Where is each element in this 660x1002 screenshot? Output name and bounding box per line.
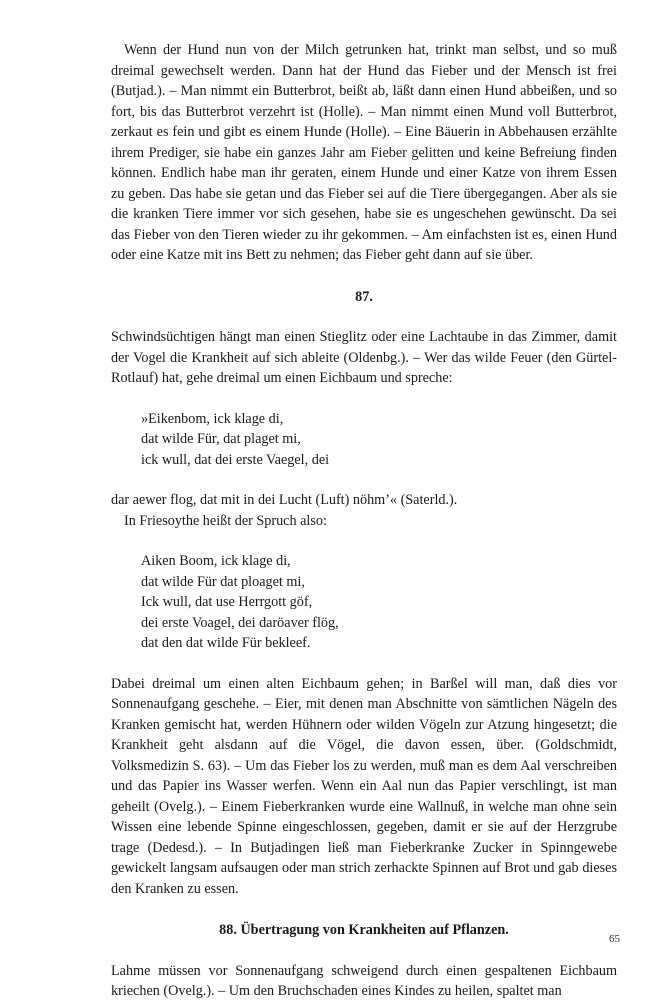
verse-line: »Eikenbom, ick klage di, (141, 410, 284, 427)
verse-line: ick wull, dat dei erste Vaegel, dei (141, 451, 330, 468)
verse-line: Ick wull, dat use Herrgott göf, (141, 594, 313, 610)
verse-line: dat wilde Für dat ploaget mi, (141, 573, 305, 590)
verse-aiken-boom (111, 551, 617, 654)
paragraph-lame: Lahme müssen vor Sonnenaufgang schweigend durch einen gespaltenen Eichbaum kriechen (Ovelg.). – Um den Bruchschaden eines Kindes zu heilen, spaltet man (111, 962, 617, 999)
spacer (111, 307, 617, 327)
verse-eikenbom (111, 409, 617, 471)
paragraph-verse-end: dar aewer flog, dat mit in dei Lucht (Luft) nöhm’« (Saterld.). (111, 492, 458, 508)
section-heading-88: 88. Übertragung von Krankheiten auf Pflanzen. (219, 922, 509, 938)
spacer (111, 941, 617, 961)
verse-line: dei erste Voagel, dei daröaver flög, (141, 614, 339, 631)
spacer (111, 899, 617, 920)
paragraph-oak-tree: Dabei dreimal um einen alten Eichbaum gehen; in Barßel will man, daß dies vor Sonnenaufgang geschehe. – Eier, mit denen man Abschnitte von sämtlichen Nägeln des Kranken gemischt hat, werden Hühnern oder wilden Vögeln zur Atzung hingesetzt; die Krankheit geht alsdann auf die Vögel, die davon essen, über. (Goldschmidt, Volksmedizin S. 63). – Um das Fieber los zu werden, muß man es dem Aal verschreiben und das Papier ins Wasser werfen. Wenn ein Aal nun das Papier verschlingt, ist man geheilt (Ovelg.). – Einem Fieberkranken wurde eine Wallnuß, in welche man ohne sein Wissen eine lebende Spinne eingeschlossen, gegeben, damit er sie auf der Herzgrube trage (Dedesd.). – In Butjadingen ließ man Fieberkranke Zucker in Spinngewebe gewickelt langsam aufsaugen oder man strich zerhackte Spinnen auf Brot und gab dieses den Kranken zu essen. (111, 675, 617, 897)
page-number: 65 (609, 933, 620, 945)
paragraph-friesoythe: In Friesoythe heißt der Spruch also: (124, 512, 327, 529)
verse-line: Aiken Boom, ick klage di, (141, 553, 291, 569)
spacer (111, 531, 617, 551)
spacer (111, 470, 617, 490)
verse-line: dat den dat wilde Für bekleef. (141, 635, 311, 651)
paragraph-consumption: Schwindsüchtigen hängt man einen Stieglitz oder eine Lachtaube in das Zimmer, damit der Vogel die Krankheit auf sich ableite (Oldenbg.). – Wer das wilde Feuer (den Gürtel-Rotlauf) hat, gehe dreimal um einen Eichbaum und spreche: (111, 329, 617, 386)
spacer (111, 266, 617, 287)
paragraph-fever-dog: Wenn der Hund nun von der Milch getrunken hat, trinkt man selbst, und so muß dreimal gewechselt werden. Dann hat der Hund das Fieber und der Mensch ist frei (Butjad.). – Man nimmt ein Butterbrot, beißt ab, läßt dann einen Hund abbeißen, und so fort, bis das Butterbrot verzehrt ist (Holle). – Man nimmt einen Mund voll Butterbrot, zerkaut es fein und gibt es einem Hunde (Holle). – Eine Bäuerin in Abbehausen erzählte ihrem Prediger, sie habe ein ganzes Jahr am Fieber gelitten und keine Befreiung finden können. Endlich habe man ihr geraten, einem Hunde und einer Katze von ihrem Essen zu geben. Das habe sie getan und das Fieber sei auf die Tiere übergegangen. Aber als sie die kranken Tiere immer vor sich gesehen, habe sie es ungeschehen gewünscht. Da sei das Fieber von den Tieren wieder zu ihr gekommen. – Am einfachsten ist es, einen Hund oder eine Katze mit ins Bett zu nehmen; das Fieber geht dann auf sie über. (111, 42, 617, 263)
verse-line: dat wilde Für, dat plaget mi, (141, 431, 301, 447)
spacer (111, 389, 617, 409)
page-body (111, 40, 617, 1002)
section-heading-87: 87. (355, 288, 373, 305)
spacer (111, 654, 617, 674)
